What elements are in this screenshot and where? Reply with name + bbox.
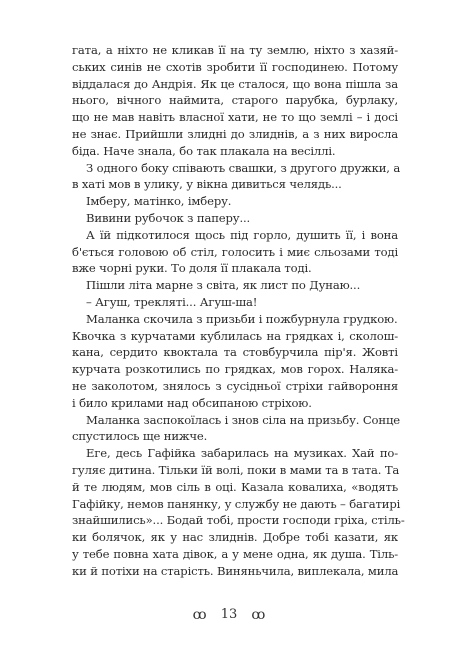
- text-line: не заколотом, знялось з сусідньої стріхи гайвороння: [72, 378, 398, 393]
- text-line: З одного боку співають свашки, з другого дружки, а: [86, 160, 401, 175]
- page-footer: [0, 606, 458, 625]
- text-line: ських синів не схотів зробити її господинею. Потому: [72, 59, 398, 74]
- text-line: – Агуш, трекляті... Агуш-ша!: [86, 294, 258, 309]
- text-line: Маланка скочила з призьби і пожбурнула грудкою.: [86, 311, 398, 326]
- page-body: [72, 42, 405, 580]
- text-line: що не мав навіть власної хати, не то що землі – і досі: [72, 110, 398, 125]
- text-line: А їй підкотилося щось під горло, душить її, і вона: [86, 227, 398, 242]
- text-line: ки болячок, як у нас злиднів. Добре тобі казати, як: [72, 530, 398, 545]
- text-line: Маланка заспокоїлась і знов сіла на призьбу. Сонце: [86, 412, 400, 427]
- text-line: спустилось ще нижче.: [72, 429, 208, 444]
- text-line: кана, сердито квоктала та стовбурчила пір'я. Жовті: [72, 345, 398, 360]
- text-line: нього, вічного наймита, старого парубка, бурлаку,: [72, 93, 398, 108]
- text-line: Пішли літа марне з світа, як лист по Дунаю...: [86, 278, 361, 293]
- text-line: і било крилами над обсипаною стріхою.: [72, 395, 312, 410]
- text-line: віддалася до Андрія. Як це сталося, що вона пішла за: [72, 76, 398, 91]
- text-line: Імберу, матінко, імберу.: [86, 194, 232, 209]
- text-line: не знає. Прийшли злидні до злиднів, а з них виросла: [72, 126, 398, 141]
- text-line: Вивини рубочок з паперу...: [86, 210, 251, 225]
- ornament-right-icon: ꝏ: [251, 607, 266, 623]
- text-line: у тебе повна хата дівок, а у мене одна, як душа. Тіль-: [72, 546, 398, 561]
- ornament-left-icon: ꝏ: [192, 607, 207, 623]
- text-line: ки й потіхи на старість. Виняньчила, виплекала, мила: [72, 563, 399, 578]
- text-line: Гафійку, немов панянку, у службу не дають – багатирі: [72, 496, 401, 511]
- text-line: біда. Наче знала, бо так плакала на весіллі.: [72, 143, 336, 158]
- text-line: знайшились»... Бодай тобі, прости господи гріха, стіль-: [72, 513, 405, 528]
- text-line: б'ється головою об стіл, голосить і миє сльозами тоді: [72, 244, 398, 259]
- page-number: 13: [220, 607, 238, 622]
- text-line: в хаті мов в улику, у вікна дивиться челядь...: [72, 177, 342, 192]
- text-line: й те людям, мов сіль в оці. Казала ковалиха, «водять: [72, 479, 398, 494]
- text-line: гуляє дитина. Тільки їй волі, поки в мами та в тата. Та: [72, 462, 400, 477]
- text-line: гата, а ніхто не кликав її на ту землю, ніхто з хазяй-: [72, 43, 398, 57]
- text-line: курчата розкотились по грядках, мов горох. Наляка-: [72, 362, 398, 377]
- text-line: Квочка з курчатами кублилась на грядках і, сколош-: [72, 328, 398, 343]
- text-line: вже чорні руки. То доля її плакала тоді.: [72, 261, 312, 276]
- text-line: Еге, десь Гафійка забарилась на музиках. Хай по-: [86, 446, 398, 461]
